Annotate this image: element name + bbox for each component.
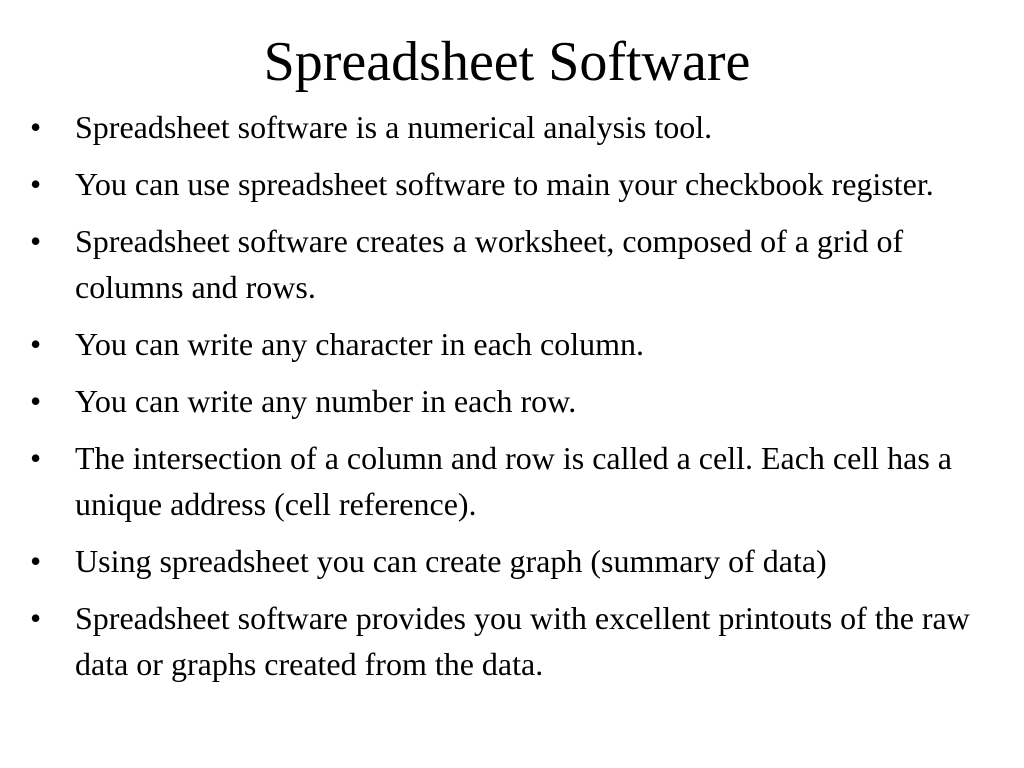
bullet-text: Using spreadsheet you can create graph (summary of data) [75, 543, 827, 579]
bullet-item [30, 161, 1015, 207]
bullet-text: The intersection of a column and row is called a cell. Each cell has a unique address (cell reference). [75, 440, 952, 522]
bullet-item [30, 218, 1015, 310]
bullet-icon: • [30, 600, 42, 636]
bullet-icon: • [30, 440, 42, 476]
bullet-item [30, 435, 1015, 527]
bullet-item [30, 378, 1015, 424]
bullet-text: Spreadsheet software creates a worksheet, composed of a grid of columns and rows. [75, 223, 904, 305]
bullet-icon: • [30, 383, 42, 419]
bullet-item [30, 104, 1015, 150]
bullet-text: Spreadsheet software provides you with excellent printouts of the raw data or graphs created from the data. [75, 600, 970, 682]
bullet-icon: • [30, 223, 42, 259]
bullet-icon: • [30, 166, 42, 202]
slide-title: Spreadsheet Software [263, 31, 751, 93]
bullet-text: You can use spreadsheet software to main your checkbook register. [75, 166, 934, 202]
bullet-item [30, 538, 1015, 584]
bullet-list [30, 104, 1015, 698]
bullet-icon: • [30, 543, 42, 579]
bullet-text: You can write any character in each column. [75, 326, 644, 362]
bullet-icon: • [30, 326, 42, 362]
bullet-item [30, 321, 1015, 367]
bullet-item [30, 595, 1015, 687]
bullet-text: You can write any number in each row. [75, 383, 577, 419]
bullet-icon: • [30, 109, 42, 145]
bullet-text: Spreadsheet software is a numerical analysis tool. [75, 109, 713, 145]
